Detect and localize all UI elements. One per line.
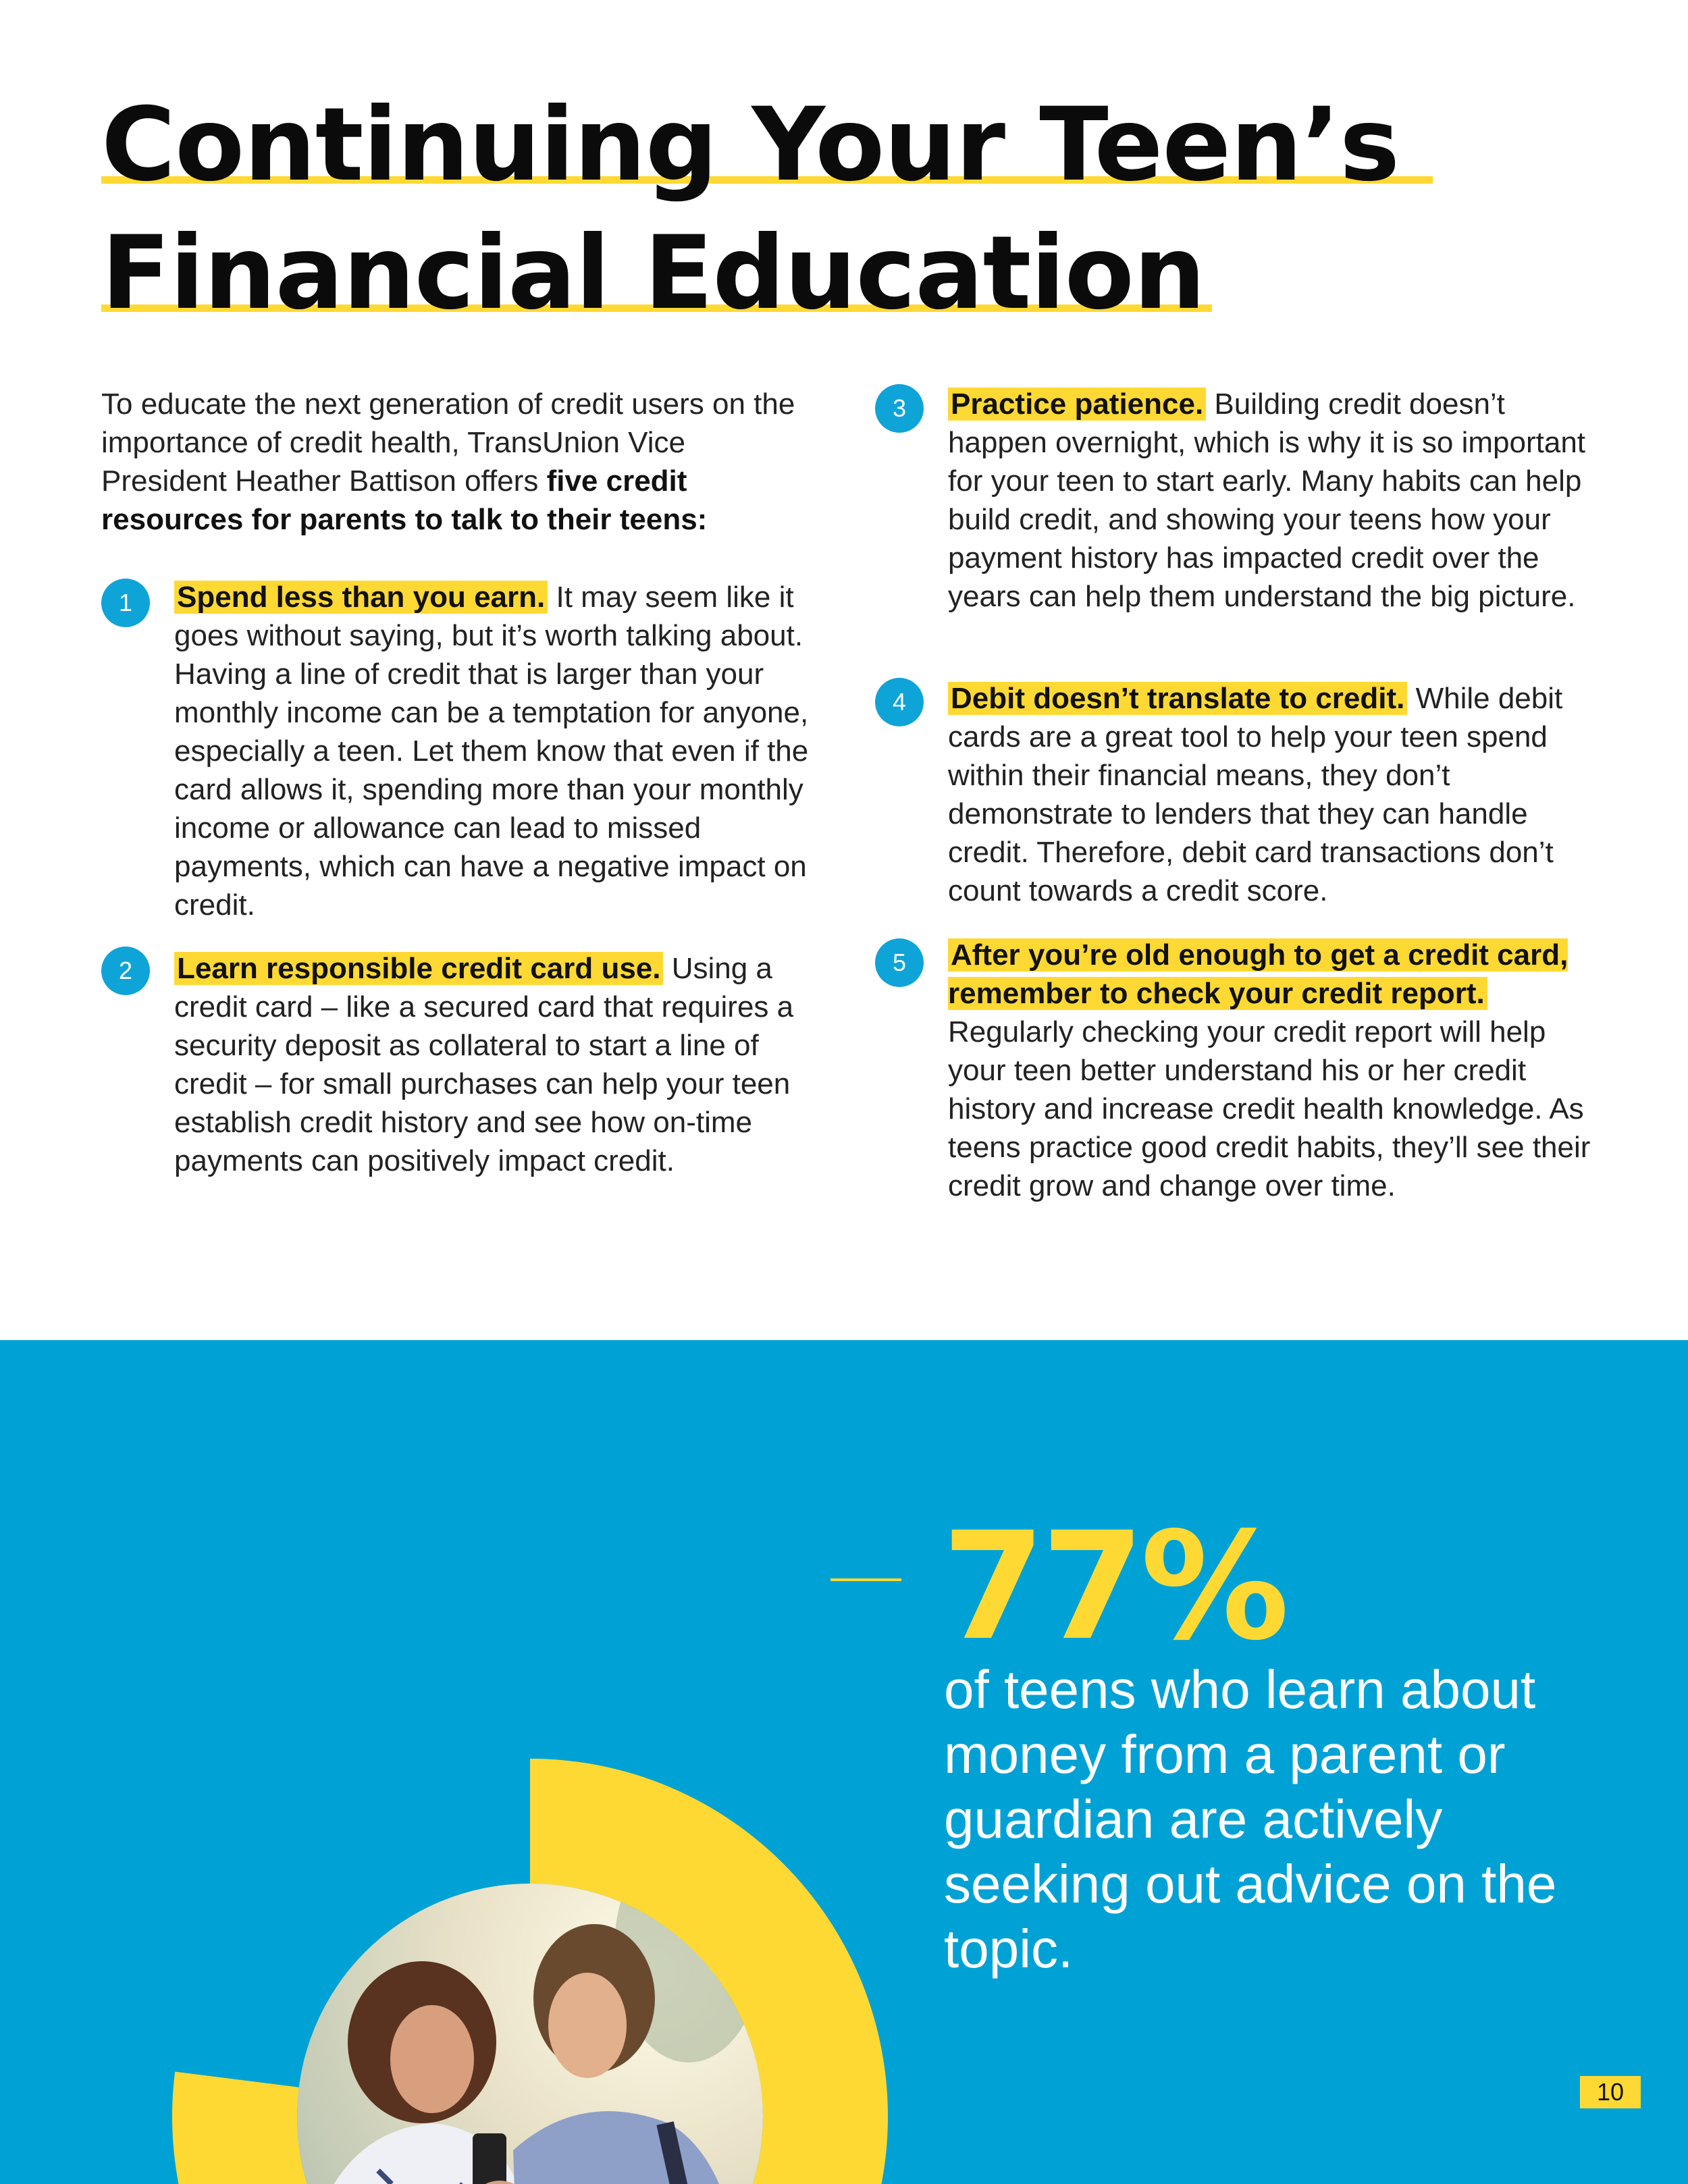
tip-item-3 [948,385,1610,616]
title-line-2 [101,209,1205,338]
tip-number-badge: 2 [101,947,150,995]
tip-item-5 [948,936,1610,1205]
intro-bold: five credit resources for parents to talk to their teens: [101,464,708,536]
title-text-1: Continuing Your Teen’s [101,86,1400,204]
tip-highlight: After you’re old enough to get a credit card, remember to check your credit report. [948,938,1568,1010]
stat-panel [0,1340,1688,2184]
tip-number-badge: 4 [875,678,924,726]
intro-paragraph [101,385,817,539]
title-line-1 [101,81,1399,209]
tip-highlight: Practice patience. [948,388,1206,421]
tip-highlight: Learn responsible credit card use. [174,952,663,985]
tip-body: While debit cards are a great tool to help your teen spend within their financial means, they don’t demonstrate to lenders that they can handle credit. Therefore, debit card transactions don’t count towards a credit score. [948,682,1563,907]
tip-body: Building credit doesn’t happen overnight, which is why it is so important for your teen to start early. Many habits can help build credit, and showing your teens how your payment history has impacted credit over the years can help them understand the big picture. [948,388,1586,613]
page-title [101,81,1399,338]
tip-number-badge: 3 [875,384,924,433]
tip-body: Regularly checking your credit report will help your teen better understand his or her credit history and increase credit health knowledge. As teens practice good credit habits, they’ll see their credit grow and change over time. [948,1015,1591,1202]
title-text-2: Financial Education [101,215,1205,332]
tip-body: Using a credit card – like a secured card that requires a security deposit as collateral to start a line of credit – for small purchases can help your teen establish credit history and see how on-time payments can positively impact credit. [174,952,794,1177]
tip-item-4 [948,679,1610,910]
stat-value: 77% [942,1500,1286,1673]
intro-text: To educate the next generation of credit users on the importance of credit health, TransUnion Vice President Heather Battison offers [101,388,795,498]
tip-number-badge: 5 [875,938,924,987]
tip-item-2 [174,949,809,1180]
tip-highlight: Debit doesn’t translate to credit. [948,682,1407,715]
stat-description: of teens who learn about money from a parent or guardian are actively seeking out advice on the topic. [944,1659,1557,1979]
tip-highlight: Spend less than you earn. [174,581,548,614]
page-number: 10 [1580,2076,1641,2108]
tip-item-1 [174,578,809,924]
tip-body: It may seem like it goes without saying, but it’s worth talking about. Having a line of credit that is larger than your monthly income can be a temptation for anyone, especially a teen. Let them know that even if the card allows it, spending more than your monthly income or allowance can lead to missed payments, which can have a negative impact on credit. [174,581,809,922]
tip-number-badge: 1 [101,579,150,627]
